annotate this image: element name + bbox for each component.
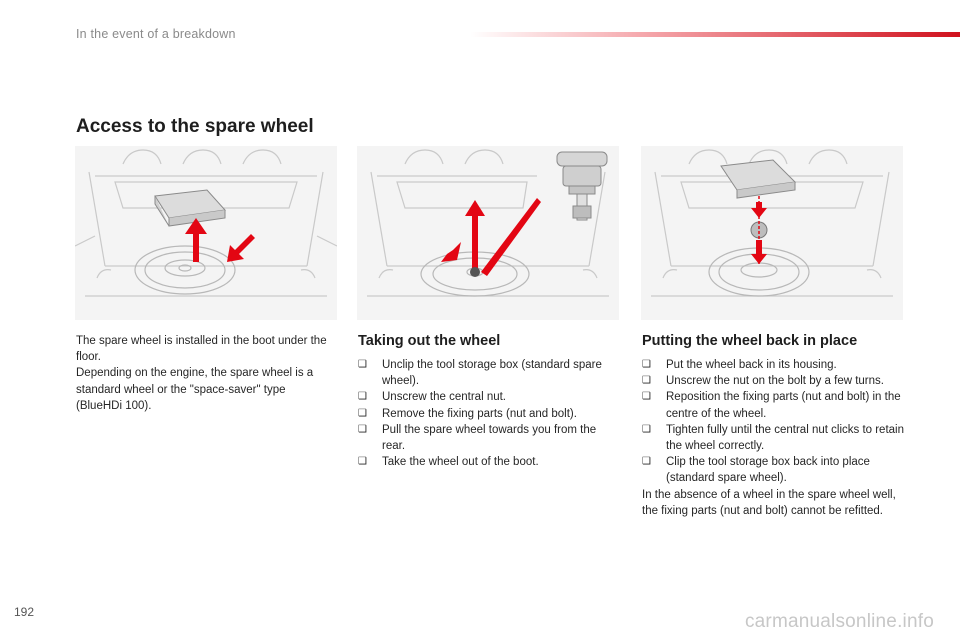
chapter-title: In the event of a breakdown xyxy=(76,27,236,41)
checkbox-bullet-icon: ❑ xyxy=(642,391,651,403)
list-item: ❑ Pull the spare wheel towards you from the rear. xyxy=(358,423,597,453)
illustration-refit-wheel xyxy=(641,146,903,320)
list-item: ❑ Unscrew the nut on the bolt by a few turns. xyxy=(642,373,904,389)
watermark: carmanualsonline.info xyxy=(744,611,934,632)
checkbox-bullet-icon: ❑ xyxy=(358,391,367,403)
list-item: ❑ Tighten fully until the central nut clicks to retain the wheel correctly. xyxy=(642,423,904,453)
list-item: ❑ Remove the fixing parts (nut and bolt). xyxy=(358,406,622,422)
illustration-unscrew-nut xyxy=(357,146,619,320)
section-title: Access to the spare wheel xyxy=(76,116,314,137)
checkbox-bullet-icon: ❑ xyxy=(358,423,367,435)
list-item: ❑ Unclip the tool storage box (standard spare wheel). xyxy=(358,359,602,388)
checkbox-bullet-icon: ❑ xyxy=(642,359,651,370)
checkbox-bullet-icon: ❑ xyxy=(358,359,367,370)
list-item: ❑ Take the wheel out of the boot. xyxy=(358,454,622,470)
checkbox-bullet-icon: ❑ xyxy=(358,456,367,468)
list-item: ❑ Reposition the fixing parts (nut and bolt) in the centre of the wheel. xyxy=(642,391,901,420)
checkbox-bullet-icon: ❑ xyxy=(642,423,651,435)
checkbox-bullet-icon: ❑ xyxy=(642,375,651,387)
list-item: ❑ Unscrew the central nut. xyxy=(358,389,622,405)
list-item: ❑ Clip the tool storage box back into place (standard spare wheel). xyxy=(642,456,870,485)
checkbox-bullet-icon: ❑ xyxy=(642,456,651,468)
illustration-unclip-toolbox xyxy=(75,146,337,320)
taking-out-heading: Taking out the wheel xyxy=(358,333,501,349)
page-number: 192 xyxy=(14,605,35,619)
putting-back-heading: Putting the wheel back in place xyxy=(642,333,858,349)
header-accent-bar xyxy=(470,32,960,37)
intro-paragraph-type: Depending on the engine, the spare wheel is a standard wheel or the "space-saver" type (BlueHDi 100). xyxy=(76,367,314,412)
taking-out-steps xyxy=(358,357,622,470)
intro-paragraph-location: The spare wheel is installed in the boot under the floor. xyxy=(76,335,327,364)
list-item: ❑ Put the wheel back in its housing. xyxy=(642,357,904,373)
intro-text xyxy=(76,333,332,414)
putting-back-note: In the absence of a wheel in the spare wheel well, the fixing parts (nut and bolt) cannot be refitted. xyxy=(642,489,896,518)
checkbox-bullet-icon: ❑ xyxy=(358,407,367,419)
putting-back-steps xyxy=(642,357,904,487)
